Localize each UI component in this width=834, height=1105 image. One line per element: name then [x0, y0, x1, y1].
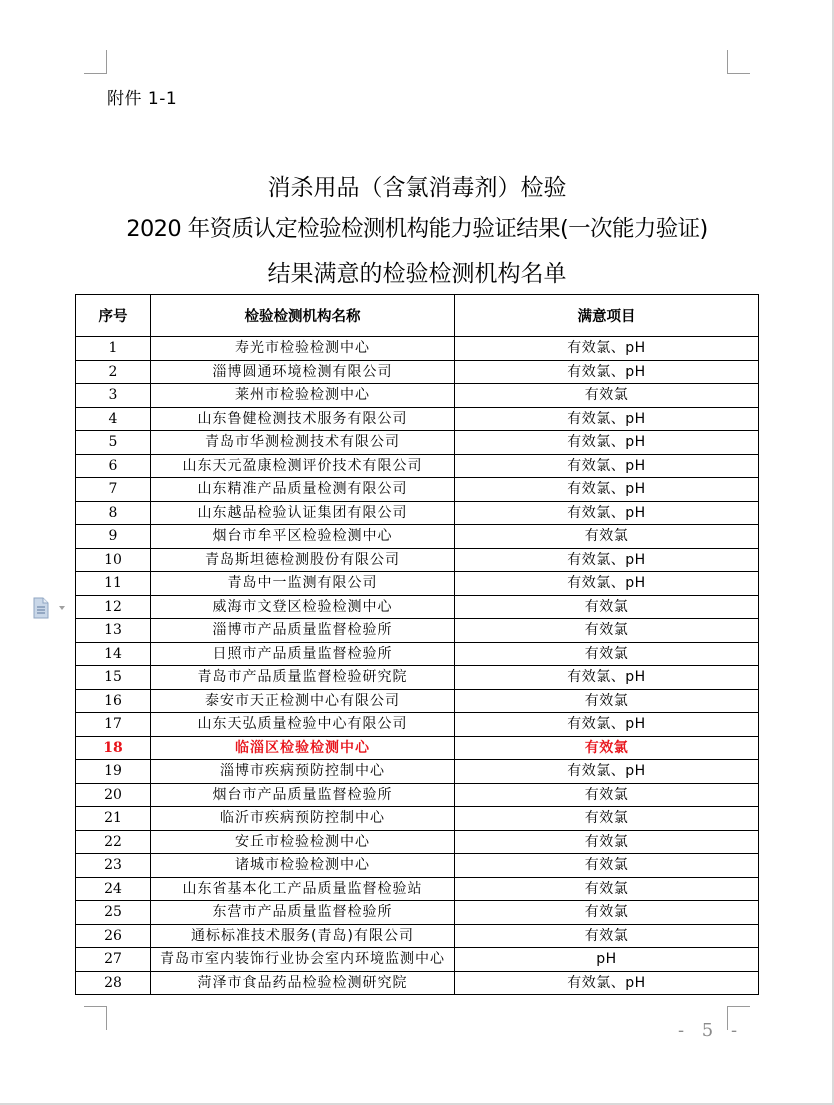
row-serial-no: 15 [76, 666, 151, 690]
page-number: - 5 - [678, 1020, 744, 1041]
table-row [76, 713, 759, 737]
row-serial-no: 23 [76, 854, 151, 878]
row-institution-name: 淄博市疾病预防控制中心 [151, 760, 455, 784]
row-institution-name: 青岛市产品质量监督检验研究院 [151, 666, 455, 690]
row-satisfactory-items: 有效氯 [455, 689, 759, 713]
table-row [76, 971, 759, 995]
row-satisfactory-items: 有效氯 [455, 736, 759, 760]
row-serial-no: 13 [76, 619, 151, 643]
crop-mark-top-right-v [727, 50, 728, 74]
row-serial-no: 20 [76, 783, 151, 807]
row-institution-name: 通标标准技术服务(青岛)有限公司 [151, 924, 455, 948]
row-satisfactory-items: 有效氯 [455, 783, 759, 807]
crop-mark-top-left-v [106, 50, 107, 74]
row-institution-name: 淄博市产品质量监督检验所 [151, 619, 455, 643]
title-line-1: 消杀用品（含氯消毒剂）检验 [267, 175, 567, 201]
row-satisfactory-items: 有效氯、pH [455, 360, 759, 384]
row-satisfactory-items: 有效氯、pH [455, 431, 759, 455]
row-serial-no: 19 [76, 760, 151, 784]
row-institution-name: 菏泽市食品药品检验检测研究院 [151, 971, 455, 995]
row-satisfactory-items: 有效氯 [455, 901, 759, 925]
row-institution-name: 泰安市天正检测中心有限公司 [151, 689, 455, 713]
row-satisfactory-items: 有效氯 [455, 619, 759, 643]
row-institution-name: 莱州市检验检测中心 [151, 384, 455, 408]
row-satisfactory-items: 有效氯 [455, 830, 759, 854]
attachment-label: 附件 1-1 [107, 89, 178, 109]
table-row [76, 407, 759, 431]
row-serial-no: 9 [76, 525, 151, 549]
row-serial-no: 11 [76, 572, 151, 596]
row-satisfactory-items: 有效氯、pH [455, 572, 759, 596]
row-serial-no: 4 [76, 407, 151, 431]
table-row [76, 760, 759, 784]
table-row [76, 877, 759, 901]
table-row [76, 642, 759, 666]
row-institution-name: 淄博圆通环境检测有限公司 [151, 360, 455, 384]
row-satisfactory-items: 有效氯、pH [455, 337, 759, 361]
row-satisfactory-items: 有效氯、pH [455, 971, 759, 995]
row-satisfactory-items: pH [455, 948, 759, 972]
table-row [76, 431, 759, 455]
row-satisfactory-items: 有效氯 [455, 854, 759, 878]
row-institution-name: 青岛中一监测有限公司 [151, 572, 455, 596]
table-row [76, 736, 759, 760]
title-line-2: 2020 年资质认定检验检测机构能力验证结果(一次能力验证) [126, 216, 708, 242]
row-serial-no: 21 [76, 807, 151, 831]
row-institution-name: 山东越品检验认证集团有限公司 [151, 501, 455, 525]
row-institution-name: 青岛市华测检测技术有限公司 [151, 431, 455, 455]
crop-mark-top-left-h [84, 73, 107, 74]
table-row [76, 924, 759, 948]
row-satisfactory-items: 有效氯、pH [455, 548, 759, 572]
row-satisfactory-items: 有效氯 [455, 384, 759, 408]
row-satisfactory-items: 有效氯 [455, 525, 759, 549]
row-satisfactory-items: 有效氯 [455, 595, 759, 619]
crop-mark-top-right-h [727, 73, 750, 74]
row-serial-no: 27 [76, 948, 151, 972]
table-row [76, 454, 759, 478]
row-institution-name: 山东精准产品质量检测有限公司 [151, 478, 455, 502]
row-institution-name: 青岛市室内装饰行业协会室内环境监测中心 [151, 948, 455, 972]
table-header-row [76, 295, 759, 337]
row-serial-no: 10 [76, 548, 151, 572]
table-row [76, 501, 759, 525]
row-serial-no: 7 [76, 478, 151, 502]
table-row [76, 666, 759, 690]
row-serial-no: 8 [76, 501, 151, 525]
row-serial-no: 22 [76, 830, 151, 854]
row-satisfactory-items: 有效氯 [455, 877, 759, 901]
crop-mark-bottom-right-h [727, 1006, 750, 1007]
row-satisfactory-items: 有效氯 [455, 924, 759, 948]
table-row [76, 384, 759, 408]
table-row [76, 360, 759, 384]
row-serial-no: 17 [76, 713, 151, 737]
title-line-3: 结果满意的检验检测机构名单 [267, 261, 567, 287]
row-satisfactory-items: 有效氯、pH [455, 478, 759, 502]
row-serial-no: 1 [76, 337, 151, 361]
row-satisfactory-items: 有效氯、pH [455, 713, 759, 737]
table-row [76, 901, 759, 925]
row-satisfactory-items: 有效氯 [455, 807, 759, 831]
row-institution-name: 威海市文登区检验检测中心 [151, 595, 455, 619]
header-serial-no: 序号 [76, 295, 151, 337]
header-institution-name: 检验检测机构名称 [151, 295, 455, 337]
document-options-icon[interactable] [31, 596, 69, 620]
row-satisfactory-items: 有效氯、pH [455, 501, 759, 525]
row-satisfactory-items: 有效氯、pH [455, 760, 759, 784]
row-institution-name: 烟台市产品质量监督检验所 [151, 783, 455, 807]
crop-mark-bottom-left-v [106, 1006, 107, 1030]
table-row [76, 948, 759, 972]
table-row [76, 689, 759, 713]
table-row [76, 337, 759, 361]
row-serial-no: 3 [76, 384, 151, 408]
row-institution-name: 山东天元盈康检测评价技术有限公司 [151, 454, 455, 478]
row-serial-no: 5 [76, 431, 151, 455]
row-institution-name: 寿光市检验检测中心 [151, 337, 455, 361]
table-row [76, 595, 759, 619]
row-serial-no: 16 [76, 689, 151, 713]
row-satisfactory-items: 有效氯、pH [455, 407, 759, 431]
row-institution-name: 青岛斯坦德检测股份有限公司 [151, 548, 455, 572]
row-serial-no: 18 [76, 736, 151, 760]
row-serial-no: 14 [76, 642, 151, 666]
row-institution-name: 安丘市检验检测中心 [151, 830, 455, 854]
row-institution-name: 临淄区检验检测中心 [151, 736, 455, 760]
table-row [76, 830, 759, 854]
row-institution-name: 烟台市牟平区检验检测中心 [151, 525, 455, 549]
row-institution-name: 东营市产品质量监督检验所 [151, 901, 455, 925]
row-institution-name: 山东鲁健检测技术服务有限公司 [151, 407, 455, 431]
row-serial-no: 6 [76, 454, 151, 478]
table-row [76, 478, 759, 502]
results-table [75, 294, 759, 995]
row-serial-no: 24 [76, 877, 151, 901]
row-serial-no: 12 [76, 595, 151, 619]
row-satisfactory-items: 有效氯、pH [455, 666, 759, 690]
row-serial-no: 25 [76, 901, 151, 925]
table-row [76, 807, 759, 831]
row-institution-name: 山东省基本化工产品质量监督检验站 [151, 877, 455, 901]
row-institution-name: 日照市产品质量监督检验所 [151, 642, 455, 666]
table-row [76, 548, 759, 572]
row-institution-name: 诸城市检验检测中心 [151, 854, 455, 878]
crop-mark-bottom-left-h [84, 1006, 107, 1007]
table-row [76, 783, 759, 807]
row-satisfactory-items: 有效氯、pH [455, 454, 759, 478]
table-row [76, 619, 759, 643]
row-satisfactory-items: 有效氯 [455, 642, 759, 666]
row-institution-name: 山东天弘质量检验中心有限公司 [151, 713, 455, 737]
row-serial-no: 26 [76, 924, 151, 948]
table-row [76, 854, 759, 878]
table-row [76, 572, 759, 596]
table-row [76, 525, 759, 549]
row-serial-no: 28 [76, 971, 151, 995]
header-satisfactory-items: 满意项目 [455, 295, 759, 337]
row-serial-no: 2 [76, 360, 151, 384]
row-institution-name: 临沂市疾病预防控制中心 [151, 807, 455, 831]
